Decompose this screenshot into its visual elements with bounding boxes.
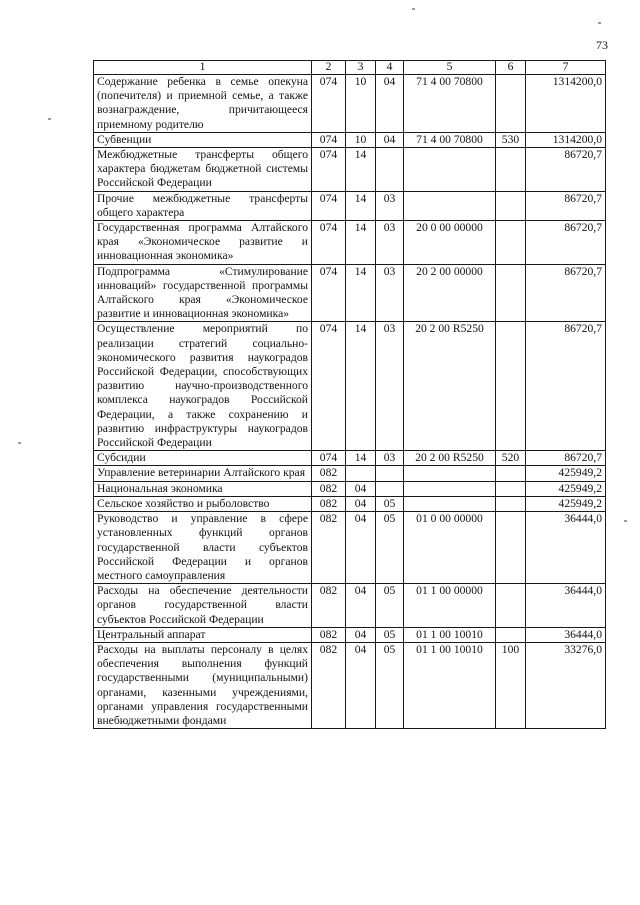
- row-name: Прочие межбюджетные трансферты общего характера: [94, 191, 312, 220]
- row-ved: 082: [312, 481, 346, 496]
- row-name: Субсидии: [94, 451, 312, 466]
- table-row: [94, 451, 606, 466]
- row-rz: 14: [346, 221, 376, 265]
- row-name: Сельское хозяйство и рыболовство: [94, 496, 312, 511]
- row-sum: 86720,7: [526, 264, 606, 322]
- table-row: [94, 191, 606, 220]
- row-vr: [496, 466, 526, 481]
- row-ved: 082: [312, 466, 346, 481]
- row-sum: 86720,7: [526, 221, 606, 265]
- table-row: [94, 132, 606, 147]
- row-vr: [496, 221, 526, 265]
- row-csr: 01 0 00 00000: [404, 512, 496, 584]
- row-pr: 05: [376, 496, 404, 511]
- row-ved: 082: [312, 642, 346, 728]
- col-header-csr: 5: [404, 61, 496, 75]
- row-pr: [376, 148, 404, 192]
- row-csr: [404, 496, 496, 511]
- row-ved: 082: [312, 584, 346, 628]
- scan-speck: [48, 118, 51, 120]
- scan-speck: [412, 8, 415, 10]
- row-pr: 05: [376, 627, 404, 642]
- row-rz: 04: [346, 496, 376, 511]
- row-vr: 520: [496, 451, 526, 466]
- row-ved: 074: [312, 191, 346, 220]
- scan-speck: [598, 22, 601, 24]
- row-name: Осуществление мероприятий по реализации стратегий социально-экономического развития наукоградов Российской Федерации, способствующих развитию научно-производственного комплекса наукоградов Российской Федерации, а также сохранению и развитию инфраструктуры наукоградов Российской Федерации: [94, 322, 312, 451]
- row-pr: [376, 466, 404, 481]
- budget-table: [93, 60, 606, 729]
- row-sum: 86720,7: [526, 148, 606, 192]
- row-vr: [496, 496, 526, 511]
- row-ved: 074: [312, 264, 346, 322]
- row-rz: 14: [346, 451, 376, 466]
- row-name: Расходы на обеспечение деятельности органов государственной власти субъектов Российской Федерации: [94, 584, 312, 628]
- row-csr: 01 1 00 00000: [404, 584, 496, 628]
- row-rz: 14: [346, 322, 376, 451]
- row-ved: 074: [312, 132, 346, 147]
- row-ved: 074: [312, 322, 346, 451]
- row-ved: 074: [312, 148, 346, 192]
- page-number: 73: [596, 38, 608, 52]
- row-sum: 36444,0: [526, 584, 606, 628]
- row-name: Расходы на выплаты персоналу в целях обеспечения выполнения функций государственными (муниципальными) органами, казенными учреждениями, органами управления государственными внебюджетными фондами: [94, 642, 312, 728]
- row-pr: 03: [376, 451, 404, 466]
- row-pr: 05: [376, 642, 404, 728]
- row-csr: 20 2 00 00000: [404, 264, 496, 322]
- table-row: [94, 148, 606, 192]
- row-name: Управление ветеринарии Алтайского края: [94, 466, 312, 481]
- row-vr: [496, 322, 526, 451]
- row-ved: 082: [312, 627, 346, 642]
- row-csr: [404, 481, 496, 496]
- row-rz: 04: [346, 584, 376, 628]
- table-row: [94, 466, 606, 481]
- table-row: [94, 221, 606, 265]
- row-rz: 10: [346, 75, 376, 133]
- row-pr: 05: [376, 512, 404, 584]
- col-header-ved: 2: [312, 61, 346, 75]
- row-rz: 04: [346, 512, 376, 584]
- row-sum: 1314200,0: [526, 75, 606, 133]
- row-csr: 01 1 00 10010: [404, 642, 496, 728]
- row-csr: 01 1 00 10010: [404, 627, 496, 642]
- row-csr: 20 0 00 00000: [404, 221, 496, 265]
- table-row: [94, 627, 606, 642]
- row-vr: [496, 191, 526, 220]
- row-csr: 20 2 00 R5250: [404, 451, 496, 466]
- row-pr: 03: [376, 191, 404, 220]
- table-row: [94, 481, 606, 496]
- row-ved: 074: [312, 75, 346, 133]
- row-name: Руководство и управление в сфере установленных функций органов государственной власти субъектов Российской Федерации и органов местного самоуправления: [94, 512, 312, 584]
- row-csr: 71 4 00 70800: [404, 132, 496, 147]
- row-vr: [496, 148, 526, 192]
- row-ved: 074: [312, 221, 346, 265]
- table-row: [94, 642, 606, 728]
- row-sum: 86720,7: [526, 322, 606, 451]
- row-pr: [376, 481, 404, 496]
- row-csr: [404, 148, 496, 192]
- row-name: Подпрограмма «Стимулирование инноваций» государственной программы Алтайского края «Экономическое развитие и инновационная экономика»: [94, 264, 312, 322]
- row-rz: 04: [346, 642, 376, 728]
- row-sum: 425949,2: [526, 496, 606, 511]
- row-csr: 71 4 00 70800: [404, 75, 496, 133]
- row-sum: 36444,0: [526, 627, 606, 642]
- table-row: [94, 584, 606, 628]
- row-pr: 04: [376, 132, 404, 147]
- row-pr: 03: [376, 322, 404, 451]
- row-vr: [496, 264, 526, 322]
- col-header-rz: 3: [346, 61, 376, 75]
- col-header-pr: 4: [376, 61, 404, 75]
- row-sum: 86720,7: [526, 191, 606, 220]
- table-row: [94, 322, 606, 451]
- table-row: [94, 496, 606, 511]
- row-rz: 10: [346, 132, 376, 147]
- row-name: Межбюджетные трансферты общего характера бюджетам бюджетной системы Российской Федерации: [94, 148, 312, 192]
- row-pr: 03: [376, 264, 404, 322]
- row-name: Содержание ребенка в семье опекуна (попечителя) и приемной семье, а также вознаграждение, причитающееся приемному родителю: [94, 75, 312, 133]
- row-name: Субвенции: [94, 132, 312, 147]
- row-ved: 082: [312, 496, 346, 511]
- scan-speck: [18, 442, 21, 444]
- row-ved: 082: [312, 512, 346, 584]
- row-pr: 03: [376, 221, 404, 265]
- row-vr: [496, 481, 526, 496]
- row-name: Государственная программа Алтайского края «Экономическое развитие и инновационная экономика»: [94, 221, 312, 265]
- row-sum: 425949,2: [526, 481, 606, 496]
- row-rz: 14: [346, 264, 376, 322]
- row-pr: 04: [376, 75, 404, 133]
- row-vr: [496, 75, 526, 133]
- row-vr: [496, 584, 526, 628]
- row-vr: 530: [496, 132, 526, 147]
- col-header-name: 1: [94, 61, 312, 75]
- row-csr: [404, 191, 496, 220]
- table-row: [94, 512, 606, 584]
- row-sum: 36444,0: [526, 512, 606, 584]
- row-rz: 04: [346, 481, 376, 496]
- row-name: Национальная экономика: [94, 481, 312, 496]
- row-vr: [496, 627, 526, 642]
- row-ved: 074: [312, 451, 346, 466]
- row-sum: 86720,7: [526, 451, 606, 466]
- row-csr: [404, 466, 496, 481]
- row-pr: 05: [376, 584, 404, 628]
- row-rz: [346, 466, 376, 481]
- row-vr: 100: [496, 642, 526, 728]
- row-rz: 14: [346, 191, 376, 220]
- col-header-vr: 6: [496, 61, 526, 75]
- row-vr: [496, 512, 526, 584]
- header-row: [94, 61, 606, 75]
- row-name: Центральный аппарат: [94, 627, 312, 642]
- row-sum: 425949,2: [526, 466, 606, 481]
- row-sum: 1314200,0: [526, 132, 606, 147]
- table-row: [94, 75, 606, 133]
- row-rz: 04: [346, 627, 376, 642]
- col-header-sum: 7: [526, 61, 606, 75]
- row-rz: 14: [346, 148, 376, 192]
- row-csr: 20 2 00 R5250: [404, 322, 496, 451]
- scan-speck: [624, 520, 627, 522]
- row-sum: 33276,0: [526, 642, 606, 728]
- table-row: [94, 264, 606, 322]
